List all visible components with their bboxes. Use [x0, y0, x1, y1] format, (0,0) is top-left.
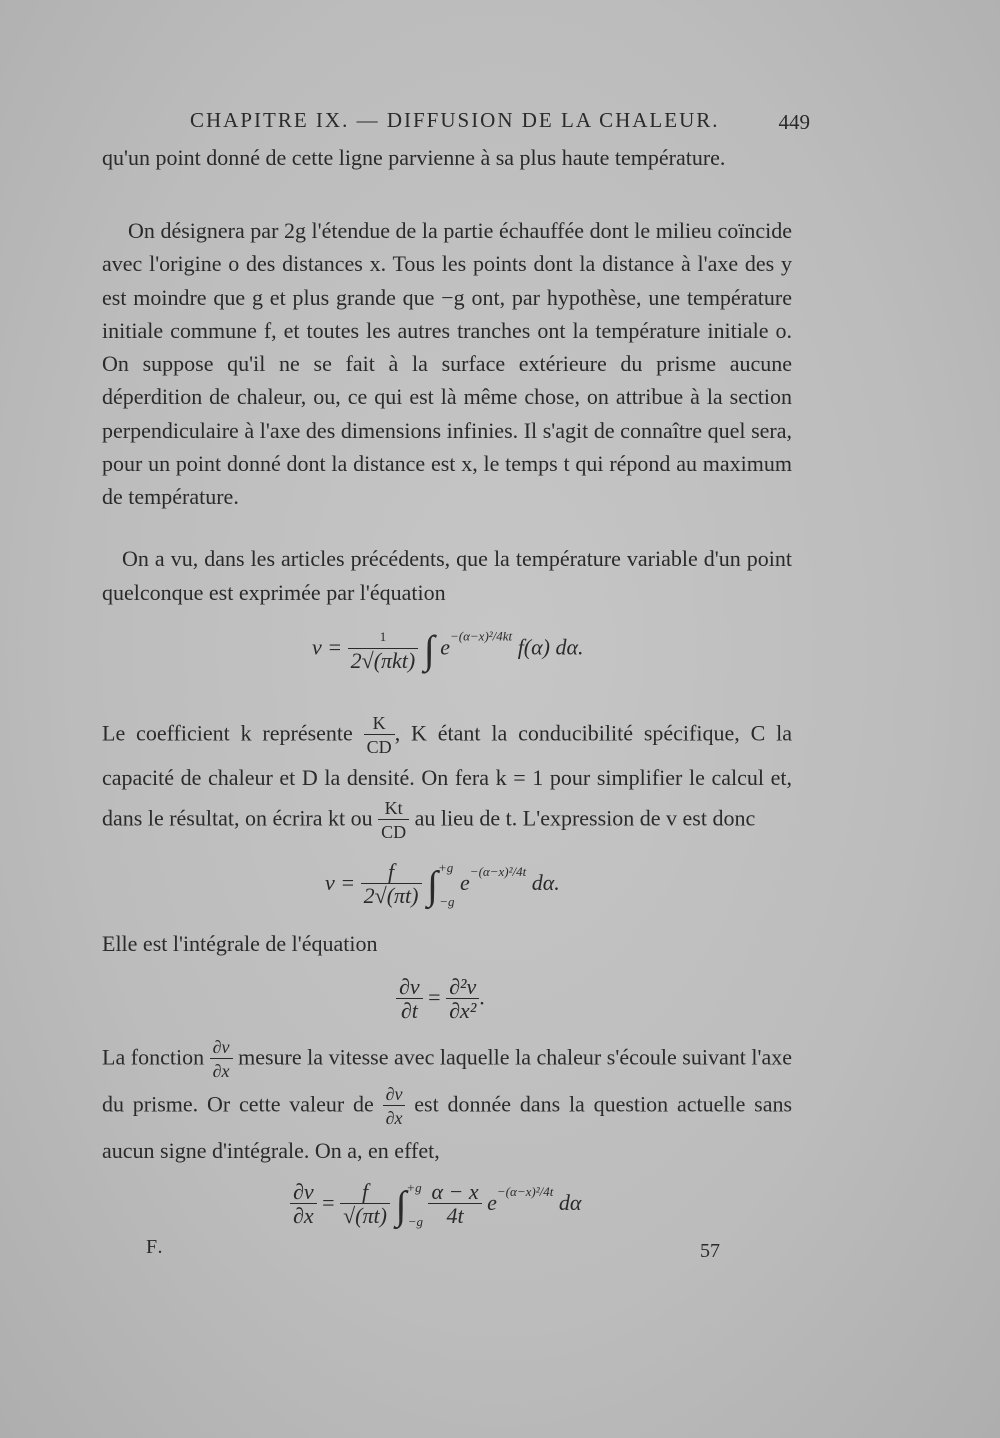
- eq4-integrand: e: [487, 1190, 497, 1215]
- eq3-rhs-fraction: [446, 976, 479, 1023]
- fraction-dv-dx: [210, 1036, 233, 1083]
- eq4-factor-fraction: [428, 1181, 481, 1228]
- eq4-upper-limit: +g: [406, 1180, 422, 1195]
- equation-4: $\frac{\partial v}{\partial x}$ = $\frac{f}{√(\pi t)}$ ∫$^{+g}_{-g}$ $\frac{\alpha - x}{4t}$ $e^{-(\alpha-x)^2/4t}$ dα: [290, 1180, 581, 1230]
- p6-part-a: La fonction: [102, 1044, 205, 1070]
- frac-K: K: [364, 712, 395, 735]
- p6-part-b: mesure la vitesse avec laquelle la chaleur s'écoule suivant l'axe du prisme. Or cette valeur de: [102, 1044, 793, 1117]
- eq3-lhs-num: ∂v: [396, 976, 423, 999]
- eq1-fraction: [348, 626, 419, 673]
- eq1-num: 1: [348, 626, 419, 649]
- fraction-K-CD: [364, 712, 395, 759]
- fraction-dv-dx-2: [383, 1083, 406, 1130]
- eq4-coef-num: f: [340, 1181, 390, 1204]
- p4-part-c: au lieu de t. L'expression de v est donc: [414, 805, 756, 831]
- equation-1: [312, 626, 584, 673]
- eq4-exponent: −(α−x)²/4t: [496, 1184, 554, 1199]
- eq1-den: 2√(πkt): [350, 648, 416, 673]
- eq4-coef-fraction: [340, 1181, 390, 1228]
- paragraph-4: [102, 712, 792, 844]
- eq2-lhs: v =: [325, 870, 356, 895]
- eq2-num: f: [361, 861, 422, 884]
- integral-sign: ∫: [395, 1182, 407, 1228]
- eq2-upper-limit: +g: [437, 860, 454, 875]
- eq4-factor-num: α − x: [428, 1181, 481, 1204]
- integral-sign: ∫: [423, 627, 435, 672]
- eq4-lhs-fraction: [290, 1181, 317, 1228]
- frac-CD-2: CD: [381, 822, 407, 842]
- paragraph-5: Elle est l'intégrale de l'équation: [102, 931, 378, 956]
- eq1-exponent: −(α−x)²/4kt: [449, 628, 513, 644]
- eq2-exponent: −(α−x)²/4t: [469, 864, 527, 879]
- eq4-tail: dα: [558, 1190, 582, 1215]
- chapter-title: CHAPITRE IX. — DIFFUSION DE LA CHALEUR.: [190, 108, 720, 132]
- eq3-lhs-den: ∂t: [400, 998, 418, 1023]
- frac-Kt: Kt: [378, 797, 409, 820]
- frac-CD: CD: [366, 737, 392, 757]
- frac-dx: ∂x: [212, 1061, 230, 1081]
- eq1-lhs: v =: [312, 634, 343, 660]
- sheet-number: 57: [700, 1240, 720, 1262]
- paragraph-1: qu'un point donné de cette ligne parvienne à sa plus haute température.: [102, 145, 726, 170]
- eq2-lower-limit: −g: [439, 894, 455, 909]
- eq4-factor-den: 4t: [446, 1203, 464, 1229]
- eq4-lhs-num: ∂v: [290, 1181, 317, 1204]
- integral-sign: ∫: [427, 862, 438, 908]
- eq4-lhs-den: ∂x: [293, 1203, 314, 1229]
- eq1-tail: f(α) dα.: [517, 634, 584, 660]
- frac-dv: ∂v: [210, 1036, 233, 1059]
- frac-dv-2: ∂v: [383, 1083, 406, 1106]
- paragraph-3: On a vu, dans les articles précédents, que la température variable d'un point quelconque est exprimée par l'équation: [102, 546, 792, 605]
- paragraph-6: [102, 1036, 792, 1172]
- equation-3: $\frac{\partial v}{\partial t}$ = $\frac{\text{∂²v}}{\text{∂x²}}$ .: [396, 976, 485, 1023]
- page-number: 449: [778, 110, 810, 134]
- eq2-fraction: [361, 861, 422, 908]
- p4-part-b: , K étant la conducibilité spécifique, C la capacité de chaleur et D la densité. On fera k = 1 pour simplifier le calcul et, dans le résultat, on écrira kt ou: [102, 720, 792, 831]
- p6-part-c: est donnée dans la question actuelle sans aucun signe d'intégrale. On a, en effet,: [102, 1091, 793, 1163]
- frac-dx-2: ∂x: [385, 1108, 403, 1128]
- signature-mark: F.: [146, 1236, 165, 1258]
- eq2-tail: dα.: [531, 870, 560, 895]
- eq4-coef-den: √(πt): [343, 1203, 387, 1229]
- eq3-rhs-num: ∂²v: [446, 976, 479, 999]
- eq1-integrand: e: [440, 634, 450, 660]
- eq2-den: 2√(πt): [363, 883, 419, 909]
- eq3-lhs-fraction: [396, 976, 423, 1023]
- paragraph-2: On désignera par 2g l'étendue de la partie échauffée dont le milieu coïncide avec l'origine o des distances x. Tous les points dont la distance à l'axe des y est moindre que g et plus grande que −g ont, par hypothèse, une température initiale commune f, et toutes les autres tranches ont la température initiale o. On suppose qu'il ne se fait à la surface extérieure du prisme aucune déperdition de chaleur, ou, ce qui est là même chose, on attribue à la section perpendiculaire à l'axe des dimensions infinies. Il s'agit de connaître quel sera, pour un point donné dont la distance est x, le temps t qui répond au maximum de température.: [102, 218, 792, 510]
- p4-part-a: Le coefficient k représente: [102, 720, 353, 746]
- fraction-Kt-CD: [378, 797, 409, 844]
- eq4-lower-limit: −g: [407, 1214, 423, 1229]
- equation-2: [325, 860, 560, 910]
- eq3-rhs-den: ∂x²: [449, 998, 477, 1023]
- eq2-integrand: e: [460, 870, 470, 895]
